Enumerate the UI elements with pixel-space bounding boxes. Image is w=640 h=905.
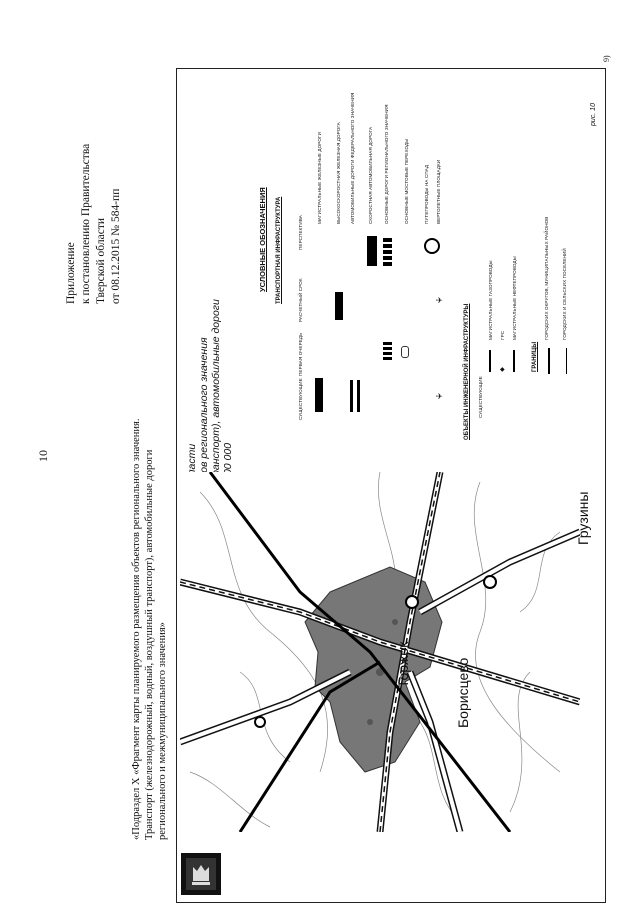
annex-line-3: Тверской области [95,218,107,304]
legend-eng-item-2: МАГИСТРАЛЬНЫЕ НЕФТЕПРОВОДЫ [512,256,517,340]
coat-of-arms-emblem [181,853,221,895]
legend-symbol-bridge [401,346,409,358]
legend-col-persp: ПЕРСПЕКТИВА [298,215,303,250]
legend-heading: УСЛОВНЫЕ ОБОЗНАЧЕНИЯ [258,187,267,292]
legend-eng-existing: СУЩЕСТВУЮЩИЕ [478,376,483,418]
legend-symbol-settlement-border [566,348,567,374]
legend-symbol-speed-road [367,236,377,266]
legend-item-6: ПУТЕПРОВОДЫ НА СПАД [424,164,429,224]
legend-symbol-oil-pipeline [513,350,515,372]
crown-icon [181,853,221,895]
legend-symbol-district-border [548,348,550,374]
map-fragment [180,472,580,832]
legend-symbol-gas-pipeline [489,350,491,372]
legend-item-7: ВЕРТОЛЕТНЫЕ ПЛОЩАДКИ [436,159,441,224]
annex-header [64,144,124,304]
annex-line-1: Приложение [65,242,77,304]
legend-item-2: АВТОМОБИЛЬНЫЕ ДОРОГИ ФЕДЕРАЛЬНОГО ЗНАЧЕНИЯ [350,92,355,224]
annex-line-4: от 08.12.2015 № 584-пп [110,188,122,304]
legend-symbol-railway-calc [335,292,343,320]
caption-line-3: регионального и межмуниципального значения» [157,622,168,840]
legend-col-first: ПЕРВАЯ ОЧЕРЕДЬ [298,332,303,376]
corner-mark: 9) [602,55,611,62]
legend-item-1: ВЫСОКОСКОРОСТНАЯ ЖЕЛЕЗНАЯ ДОРОГА [336,122,341,224]
map-label-village-borisovo: Борисцево [455,657,471,728]
legend-transport-heading: ТРАНСПОРТНАЯ ИНФРАСТРУКТУРА [276,196,282,304]
legend-col-calc: РАСЧЕТНЫЙ СРОК [298,278,303,322]
legend-symbol-overpass [424,238,440,254]
legend-symbol-federal-road [350,380,360,412]
figure-label: рис. 10 [590,103,597,126]
legend-item-0: МАГИСТРАЛЬНЫЕ ЖЕЛЕЗНЫЕ ДОРОГИ [317,131,322,224]
helipad-existing-icon: ✈ [436,392,443,401]
legend-border-item-0: ГОРОДСКИХ ОКРУГОВ, МУНИЦИПАЛЬНЫХ РАЙОНОВ [544,216,549,340]
legend-symbol-railway-existing [315,378,323,412]
legend-eng-item-1: ГРС [500,330,505,340]
legend-borders-heading: ГРАНИЦЫ [532,341,538,372]
legend-border-item-1: ГОРОДСКИХ И СЕЛЬСКИХ ПОСЕЛЕНИЙ [562,248,567,340]
subsection-caption [130,418,169,840]
legend-engineering-heading: ОБЪЕКТЫ ИНЖЕНЕРНОЙ ИНФРАСТРУКТУРЫ [464,303,470,440]
legend-symbol-regional-road [383,340,392,360]
map-label-city: Торжок [395,641,411,688]
legend-item-5: ОСНОВНЫЕ МОСТОВЫЕ ПЕРЕХОДЫ [404,138,409,224]
annex-line-2: к постановлению Правительства [80,143,92,304]
caption-line-1: «Подраздел X «Фрагмент карты планируемого размещения объектов регионального значения. [131,418,142,840]
map-label-village-gruziny: Грузины [575,491,591,545]
grs-icon: ◆ [500,367,505,373]
legend-eng-item-0: МАГИСТРАЛЬНЫЕ ГАЗОПРОВОДЫ [488,260,493,340]
legend-item-4: ОСНОВНЫЕ ДОРОГИ РЕГИОНАЛЬНОГО ЗНАЧЕНИЯ [384,104,389,224]
legend-col-existing: СУЩЕСТВУЮЩИЕ [298,378,303,420]
page-number: 10 [36,450,50,462]
legend-item-3: СКОРОСТНАЯ АВТОМОБИЛЬНАЯ ДОРОГА [368,126,373,224]
caption-line-2: Транспорт (железнодорожный, водный, воздушный транспорт), автомобильные дороги [144,449,155,840]
helipad-icon: ✈ [436,296,443,305]
legend-symbol-regional-road-persp [383,236,392,266]
